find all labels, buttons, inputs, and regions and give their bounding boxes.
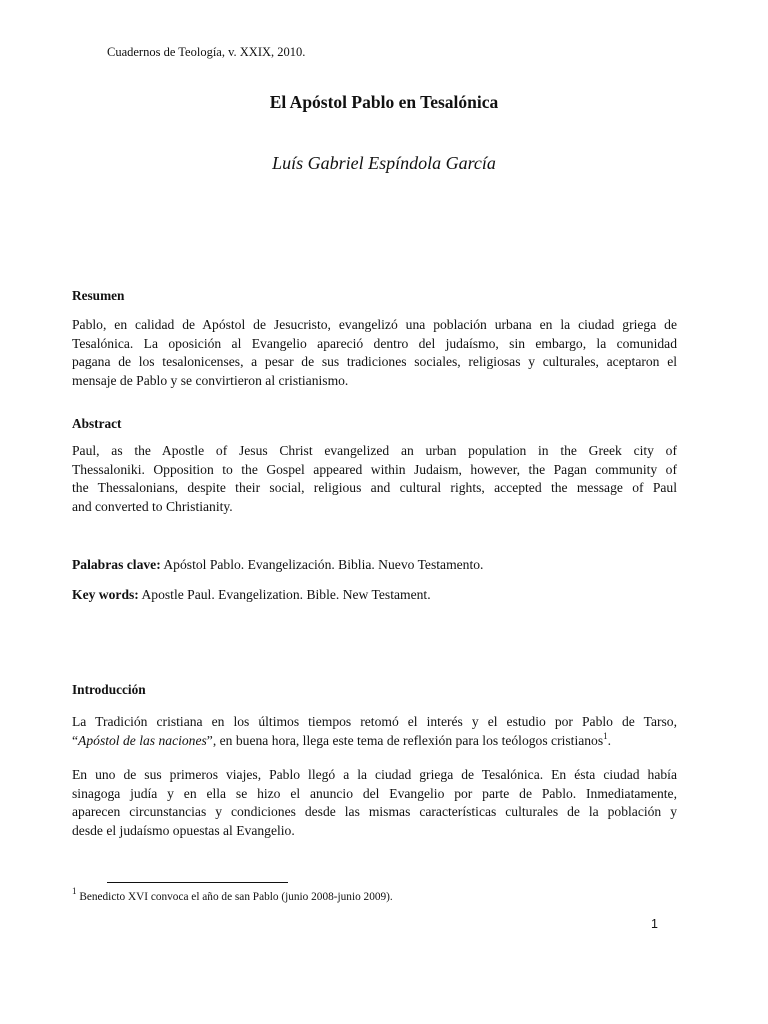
resumen-line: mensaje de Pablo y se convirtieron al cristianismo. [72,373,349,389]
key-words-label: Key words: [72,587,139,602]
intro-paragraph-1 [72,713,677,750]
author-name: Luís Gabriel Espíndola García [272,153,496,173]
open-quote: “ [72,732,79,748]
footnote-marker: 1 [72,886,77,896]
intro-p2-line: En uno de sus primeros viajes, Pablo llegó a la ciudad griega de Tesalónica. En ésta ciudad había [72,767,677,782]
page-number: 1 [651,917,658,931]
abstract-heading: Abstract [72,416,122,431]
resumen-heading: Resumen [72,288,125,303]
palabras-clave [72,556,483,574]
abstract-paragraph [72,442,677,517]
resumen-paragraph [72,316,677,391]
intro-p1-end: . [607,732,612,748]
italic-phrase: Apóstol de las naciones [78,732,207,748]
abstract-line: and converted to Christianity. [72,499,233,515]
footnote-text: Benedicto XVI convoca el año de san Pablo (junio 2008-junio 2009). [76,891,393,903]
intro-p1-line: La Tradición cristiana en los últimos tiempos retomó el interés y el estudio por Pablo de Tarso, [72,714,677,729]
footnote-separator [107,882,288,883]
key-words-text: Apostle Paul. Evangelization. Bible. New Testament. [138,587,431,602]
footnote [72,886,393,905]
palabras-clave-label: Palabras clave: [72,557,161,572]
abstract-line: Thessaloniki. Opposition to the Gospel appeared within Judaism, however, the Pagan community of [72,461,677,477]
resumen-line: Pablo, en calidad de Apóstol de Jesucristo, evangelizó una población urbana en la ciudad griega de [72,317,677,332]
paper-title: El Apóstol Pablo en Tesalónica [269,92,499,112]
key-words [72,586,431,604]
intro-paragraph-2 [72,766,677,841]
intro-p1-line [72,732,677,751]
footnote-reference: 1 [603,730,608,741]
abstract-line: the Thessalonians, despite their social, religious and cultural rights, accepted the message of Paul [72,480,677,496]
intro-p2-line: aparecen circunstancias y condiciones desde las mismas características culturales de la población y [72,804,677,820]
intro-p2-line: desde el judaísmo opuestas al Evangelio. [72,823,295,839]
abstract-line: Paul, as the Apostle of Jesus Christ evangelized an urban population in the Greek city of [72,443,677,458]
intro-p1-rest: ”, en buena hora, llega este tema de reflexión para los teólogos cristianos [206,732,604,748]
intro-p2-line: sinagoga judía y en ella se hizo el anuncio del Evangelio por parte de Pablo. Inmediatamente, [72,785,677,801]
resumen-line: Tesalónica. La oposición al Evangelio apareció dentro del judaísmo, sin embargo, la comunidad [72,335,677,351]
palabras-clave-text: Apóstol Pablo. Evangelización. Biblia. Nuevo Testamento. [160,557,484,572]
resumen-line: pagana de los tesalonicenses, a pesar de sus tradiciones sociales, religiosas y culturales, aceptaron el [72,354,677,370]
introduccion-heading: Introducción [72,682,146,697]
running-head: Cuadernos de Teología, v. XXIX, 2010. [107,45,306,59]
